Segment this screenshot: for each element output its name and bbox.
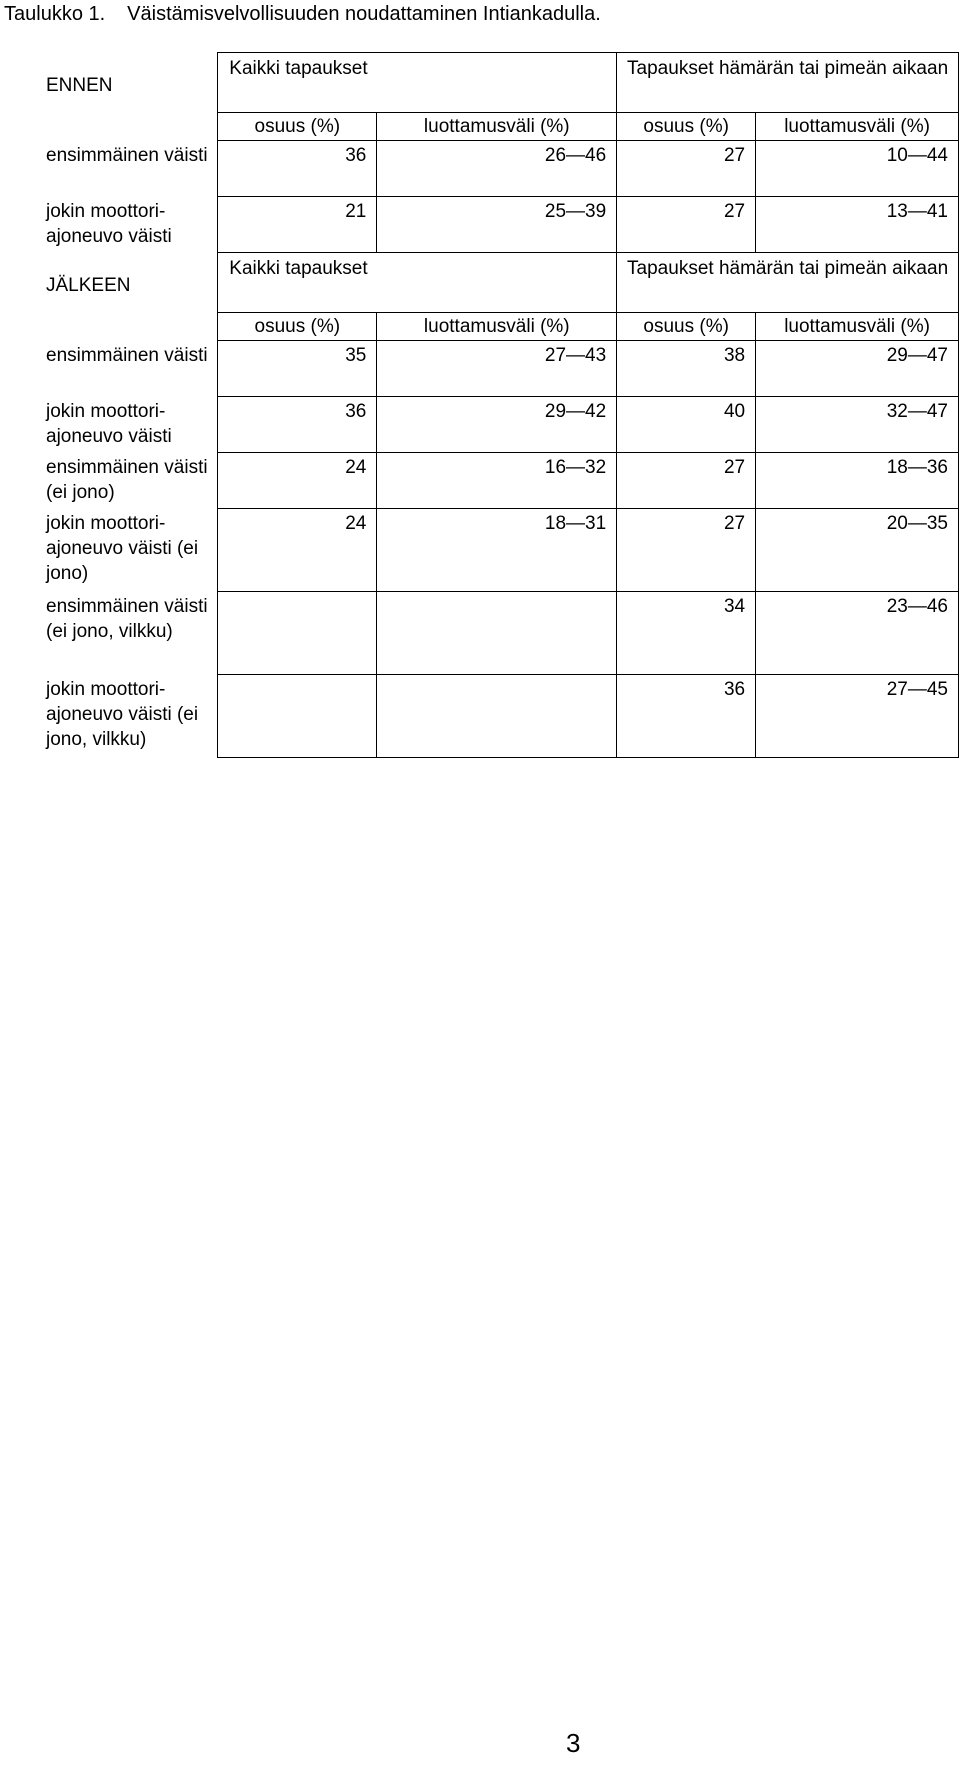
row-label: ensimmäinen väisti xyxy=(46,344,208,366)
row-label: jokin moottori-ajoneuvo väisti xyxy=(46,200,172,247)
table-row xyxy=(34,509,959,592)
all-ci-value: 18—31 xyxy=(377,509,617,592)
all-ci-value: 27—43 xyxy=(377,341,617,397)
dusk-share-value: 27 xyxy=(617,141,756,197)
table-row xyxy=(34,453,959,509)
table-row xyxy=(34,141,959,197)
dusk-share-value: 27 xyxy=(617,509,756,592)
dusk-share-value: 27 xyxy=(617,453,756,509)
header-share: osuus (%) xyxy=(617,313,756,341)
section-title: JÄLKEEN xyxy=(46,274,131,296)
caption-title: Väistämisvelvollisuuden noudattaminen Intiankadulla. xyxy=(127,3,601,25)
all-share-value: 36 xyxy=(218,141,377,197)
all-share-value xyxy=(218,592,377,675)
table-row xyxy=(34,197,959,253)
all-share-value: 21 xyxy=(218,197,377,253)
all-ci-value: 16—32 xyxy=(377,453,617,509)
row-label: jokin moottori-ajoneuvo väisti (ei jono) xyxy=(46,512,199,584)
all-share-value: 35 xyxy=(218,341,377,397)
section-title: ENNEN xyxy=(46,74,113,96)
header-ci: luottamusväli (%) xyxy=(756,313,959,341)
all-share-value: 36 xyxy=(218,397,377,453)
header-ci: luottamusväli (%) xyxy=(756,113,959,141)
caption-label: Taulukko 1. xyxy=(4,3,106,25)
dusk-ci-value: 10—44 xyxy=(756,141,959,197)
header-share: osuus (%) xyxy=(218,313,377,341)
table-caption xyxy=(4,3,601,26)
dusk-ci-value: 18—36 xyxy=(756,453,959,509)
all-share-value xyxy=(218,675,377,758)
all-ci-value xyxy=(377,675,617,758)
header-ci: luottamusväli (%) xyxy=(377,313,617,341)
dusk-ci-value: 20—35 xyxy=(756,509,959,592)
dusk-share-value: 36 xyxy=(617,675,756,758)
dusk-ci-value: 32—47 xyxy=(756,397,959,453)
table-row xyxy=(34,592,959,675)
header-share: osuus (%) xyxy=(218,113,377,141)
dusk-share-value: 34 xyxy=(617,592,756,675)
dusk-ci-value: 29—47 xyxy=(756,341,959,397)
section-header-jalkeen xyxy=(34,253,959,313)
header-dusk-cases: Tapaukset hämärän tai pimeän aikaan xyxy=(617,53,959,113)
header-all-cases: Kaikki tapaukset xyxy=(218,53,617,113)
dusk-ci-value: 27—45 xyxy=(756,675,959,758)
table-row xyxy=(34,341,959,397)
dusk-ci-value: 13—41 xyxy=(756,197,959,253)
all-share-value: 24 xyxy=(218,509,377,592)
dusk-share-value: 27 xyxy=(617,197,756,253)
row-label: ensimmäinen väisti (ei jono, vilkku) xyxy=(46,595,208,642)
all-ci-value: 25—39 xyxy=(377,197,617,253)
header-all-cases: Kaikki tapaukset xyxy=(218,253,617,313)
all-share-value: 24 xyxy=(218,453,377,509)
dusk-ci-value: 23—46 xyxy=(756,592,959,675)
all-ci-value: 29—42 xyxy=(377,397,617,453)
dusk-share-value: 40 xyxy=(617,397,756,453)
results-table xyxy=(34,52,959,758)
all-ci-value xyxy=(377,592,617,675)
header-share: osuus (%) xyxy=(617,113,756,141)
header-dusk-cases: Tapaukset hämärän tai pimeän aikaan xyxy=(617,253,959,313)
header-ci: luottamusväli (%) xyxy=(377,113,617,141)
all-ci-value: 26—46 xyxy=(377,141,617,197)
row-label: ensimmäinen väisti xyxy=(46,144,208,166)
section-header-ennen xyxy=(34,53,959,113)
page-number: 3 xyxy=(566,1728,581,1758)
dusk-share-value: 38 xyxy=(617,341,756,397)
row-label: jokin moottori-ajoneuvo väisti xyxy=(46,400,172,447)
table-row xyxy=(34,675,959,758)
row-label: ensimmäinen väisti (ei jono) xyxy=(46,456,208,503)
row-label: jokin moottori-ajoneuvo väisti (ei jono, vilkku) xyxy=(46,678,199,750)
table-row xyxy=(34,397,959,453)
